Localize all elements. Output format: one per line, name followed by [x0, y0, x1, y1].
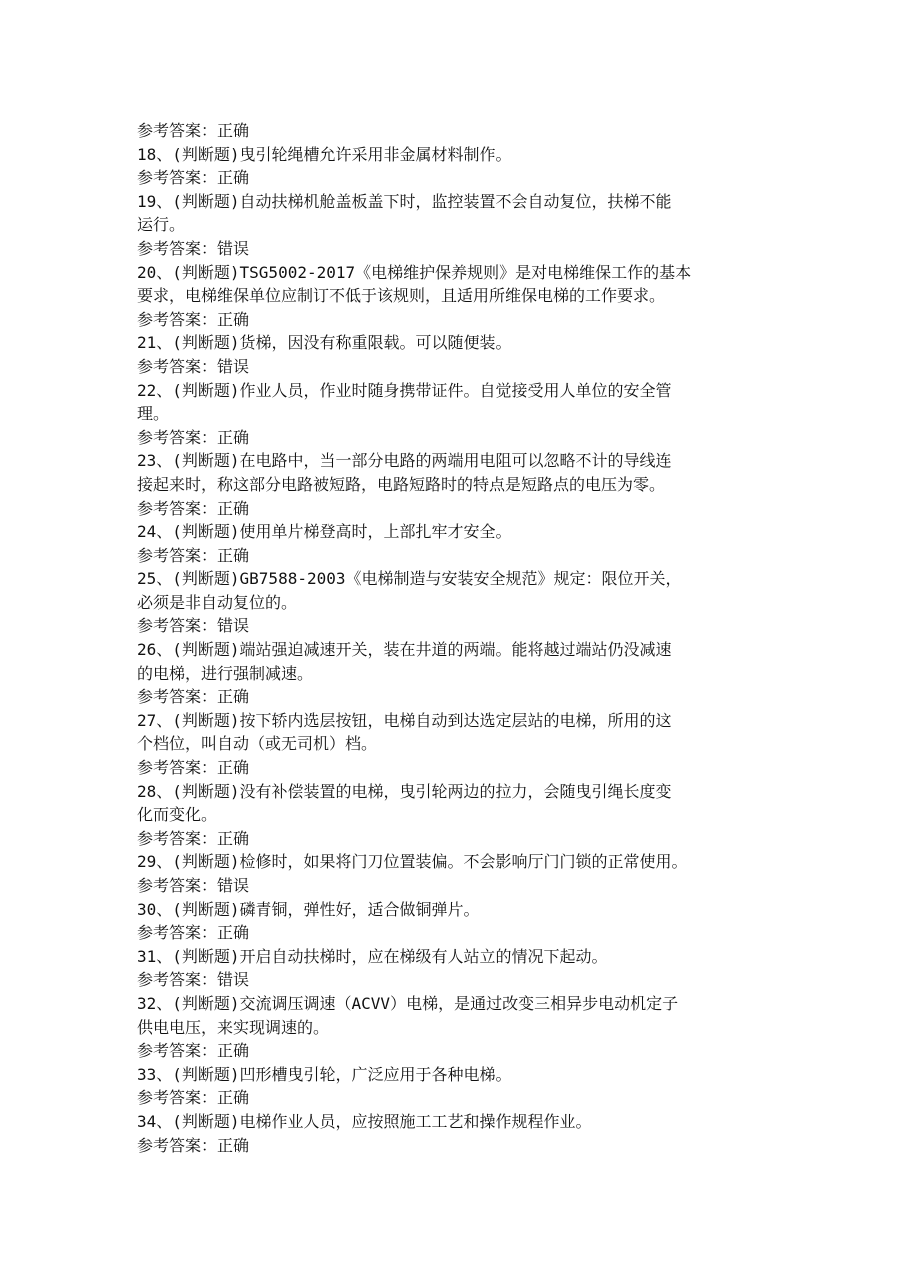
- answer-line: 参考答案：错误: [137, 970, 250, 990]
- answer-line: 参考答案：错误: [137, 616, 250, 636]
- question-line: 21、(判断题)货梯，因没有称重限载。可以随便装。: [137, 333, 512, 353]
- answer-line: 参考答案：正确: [137, 309, 250, 329]
- question-line: 化而变化。: [137, 805, 218, 825]
- question-line: 必须是非自动复位的。: [137, 592, 298, 612]
- question-line: 34、(判断题)电梯作业人员，应按照施工工艺和操作规程作业。: [137, 1111, 592, 1131]
- question-line: 31、(判断题)开启自动扶梯时，应在梯级有人站立的情况下起动。: [137, 946, 608, 966]
- question-line: 要求，电梯维保单位应制订不低于该规则，且适用所维保电梯的工作要求。: [137, 286, 666, 306]
- answer-line: 参考答案：正确: [137, 923, 250, 943]
- question-line: 的电梯，进行强制减速。: [137, 663, 314, 683]
- answer-line: 参考答案：正确: [137, 1135, 250, 1155]
- question-line: 27、(判断题)按下轿内选层按钮，电梯自动到达选定层站的电梯，所用的这: [137, 710, 672, 730]
- answer-line: 参考答案：正确: [137, 1041, 250, 1061]
- answer-line: 参考答案：正确: [137, 427, 250, 447]
- answer-line: 参考答案：正确: [137, 828, 250, 848]
- question-line: 19、(判断题)自动扶梯机舱盖板盖下时，监控装置不会自动复位，扶梯不能: [137, 191, 672, 211]
- text-line: 参考答案：正确: [137, 121, 250, 140]
- question-line: 20、(判断题)TSG5002-2017《电梯维护保养规则》是对电梯维保工作的基本: [137, 262, 692, 282]
- answer-line: 参考答案：错误: [137, 356, 250, 376]
- answer-line: 参考答案：错误: [137, 876, 250, 895]
- question-line: 25、(判断题)GB7588-2003《电梯制造与安装安全规范》规定：限位开关，: [137, 569, 682, 589]
- question-line: 23、(判断题)在电路中，当一部分电路的两端用电阻可以忽略不计的导线连: [137, 451, 672, 471]
- question-line: 22、(判断题)作业人员，作业时随身携带证件。自觉接受用人单位的安全管: [137, 380, 672, 400]
- question-line: 30、(判断题)磷青铜，弹性好，适合做铜弹片。: [137, 899, 480, 919]
- question-line: 33、(判断题)凹形槽曳引轮，广泛应用于各种电梯。: [137, 1064, 512, 1084]
- question-line: 28、(判断题)没有补偿装置的电梯，曳引轮两边的拉力，会随曳引绳长度变: [137, 781, 672, 801]
- answer-line: 参考答案：正确: [137, 758, 250, 778]
- document-page: [137, 119, 777, 1157]
- answer-line: 参考答案：正确: [137, 545, 250, 565]
- question-line: 24、(判断题)使用单片梯登高时，上部扎牢才安全。: [137, 522, 512, 542]
- question-line: 个档位，叫自动（或无司机）档。: [137, 734, 378, 754]
- question-line: 32、(判断题)交流调压调速（ACVV）电梯，是通过改变三相异步电动机定子: [137, 993, 679, 1013]
- question-line: 18、(判断题)曳引轮绳槽允许采用非金属材料制作。: [137, 144, 512, 164]
- answer-line: 参考答案：正确: [137, 498, 250, 518]
- answer-line: 参考答案：错误: [137, 238, 250, 258]
- question-line: 运行。: [137, 215, 186, 235]
- answer-line: 参考答案：正确: [137, 1088, 250, 1108]
- question-line: 接起来时，称这部分电路被短路，电路短路时的特点是短路点的电压为零。: [137, 474, 666, 494]
- question-line: 供电电压，来实现调速的。: [137, 1017, 330, 1037]
- question-line: 理。: [137, 404, 170, 424]
- answer-line: 参考答案：正确: [137, 687, 250, 707]
- question-line: 26、(判断题)端站强迫减速开关，装在井道的两端。能将越过端站仍没减速: [137, 640, 672, 660]
- answer-line: 参考答案：正确: [137, 168, 250, 188]
- question-line: 29、(判断题)检修时，如果将门刀位置装偏。不会影响厅门门锁的正常使用。: [137, 852, 688, 872]
